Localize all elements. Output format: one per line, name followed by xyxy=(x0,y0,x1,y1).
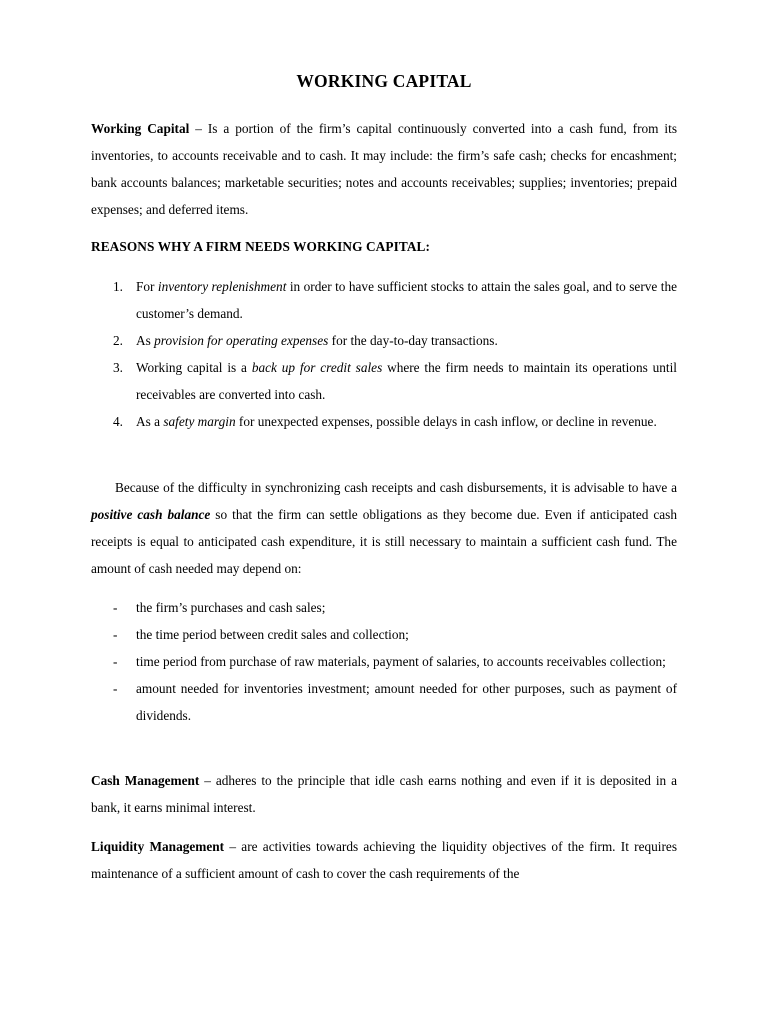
list-item: 2. As provision for operating expenses for the day-to-day transactions. xyxy=(91,327,677,354)
list-item: - time period from purchase of raw materials, payment of salaries, to accounts receivables collection; xyxy=(91,648,677,675)
list-number: 2. xyxy=(113,333,123,348)
intro-term: Working Capital xyxy=(91,121,190,136)
list-number: 3. xyxy=(113,360,123,375)
cash-management-paragraph: Cash Management – adheres to the principle that idle cash earns nothing and even if it is deposited in a bank, it earns minimal interest. xyxy=(91,773,677,815)
page-title: WORKING CAPITAL xyxy=(296,71,472,91)
list-dash: - xyxy=(113,654,118,669)
list-item: - the firm’s purchases and cash sales; xyxy=(91,594,677,621)
list-item: 4. As a safety margin for unexpected expenses, possible delays in cash inflow, or decline in revenue. xyxy=(91,408,677,435)
list-item: 3. Working capital is a back up for credit sales where the firm needs to maintain its operations until receivables are converted into cash. xyxy=(91,354,677,408)
list-item: 1. For inventory replenishment in order to have sufficient stocks to attain the sales goal, and to serve the customer’s demand. xyxy=(91,273,677,327)
list-dash: - xyxy=(113,681,118,696)
intro-text: – Is a portion of the firm’s capital continuously converted into a cash fund, from its inventories, to accounts receivable and to cash. It may include: the firm’s safe cash; checks for encashment; bank accounts balances; marketable securities; notes and accounts receivables; supplies; inventories; prepaid expenses; and deferred items. xyxy=(91,121,677,217)
reasons-heading: REASONS WHY A FIRM NEEDS WORKING CAPITAL: xyxy=(91,239,431,254)
cash-management-term: Cash Management xyxy=(91,773,200,788)
reasons-list xyxy=(91,273,677,435)
cash-balance-paragraph: Because of the difficulty in synchronizing cash receipts and cash disbursements, it is advisable to have a positive cash balance so that the firm can settle obligations as they become due. Even if anticipated cash receipts is equal to anticipated cash expenditure, it is still necessary to maintain a sufficient cash fund. The amount of cash needed may depend on: xyxy=(91,480,677,576)
list-number: 1. xyxy=(113,279,123,294)
list-dash: - xyxy=(113,600,118,615)
liquidity-management-term: Liquidity Management xyxy=(91,839,225,854)
list-number: 4. xyxy=(113,414,123,429)
list-item: - amount needed for inventories investment; amount needed for other purposes, such as payment of dividends. xyxy=(91,675,677,729)
intro-paragraph xyxy=(91,115,677,223)
liquidity-management-paragraph: Liquidity Management – are activities towards achieving the liquidity objectives of the firm. It requires maintenance of a sufficient amount of cash to cover the cash requirements of the xyxy=(91,839,677,881)
emphasis-positive-cash-balance: positive cash balance xyxy=(91,507,211,522)
list-dash: - xyxy=(113,627,118,642)
list-item: - the time period between credit sales and collection; xyxy=(91,621,677,648)
depends-on-list xyxy=(91,594,677,729)
